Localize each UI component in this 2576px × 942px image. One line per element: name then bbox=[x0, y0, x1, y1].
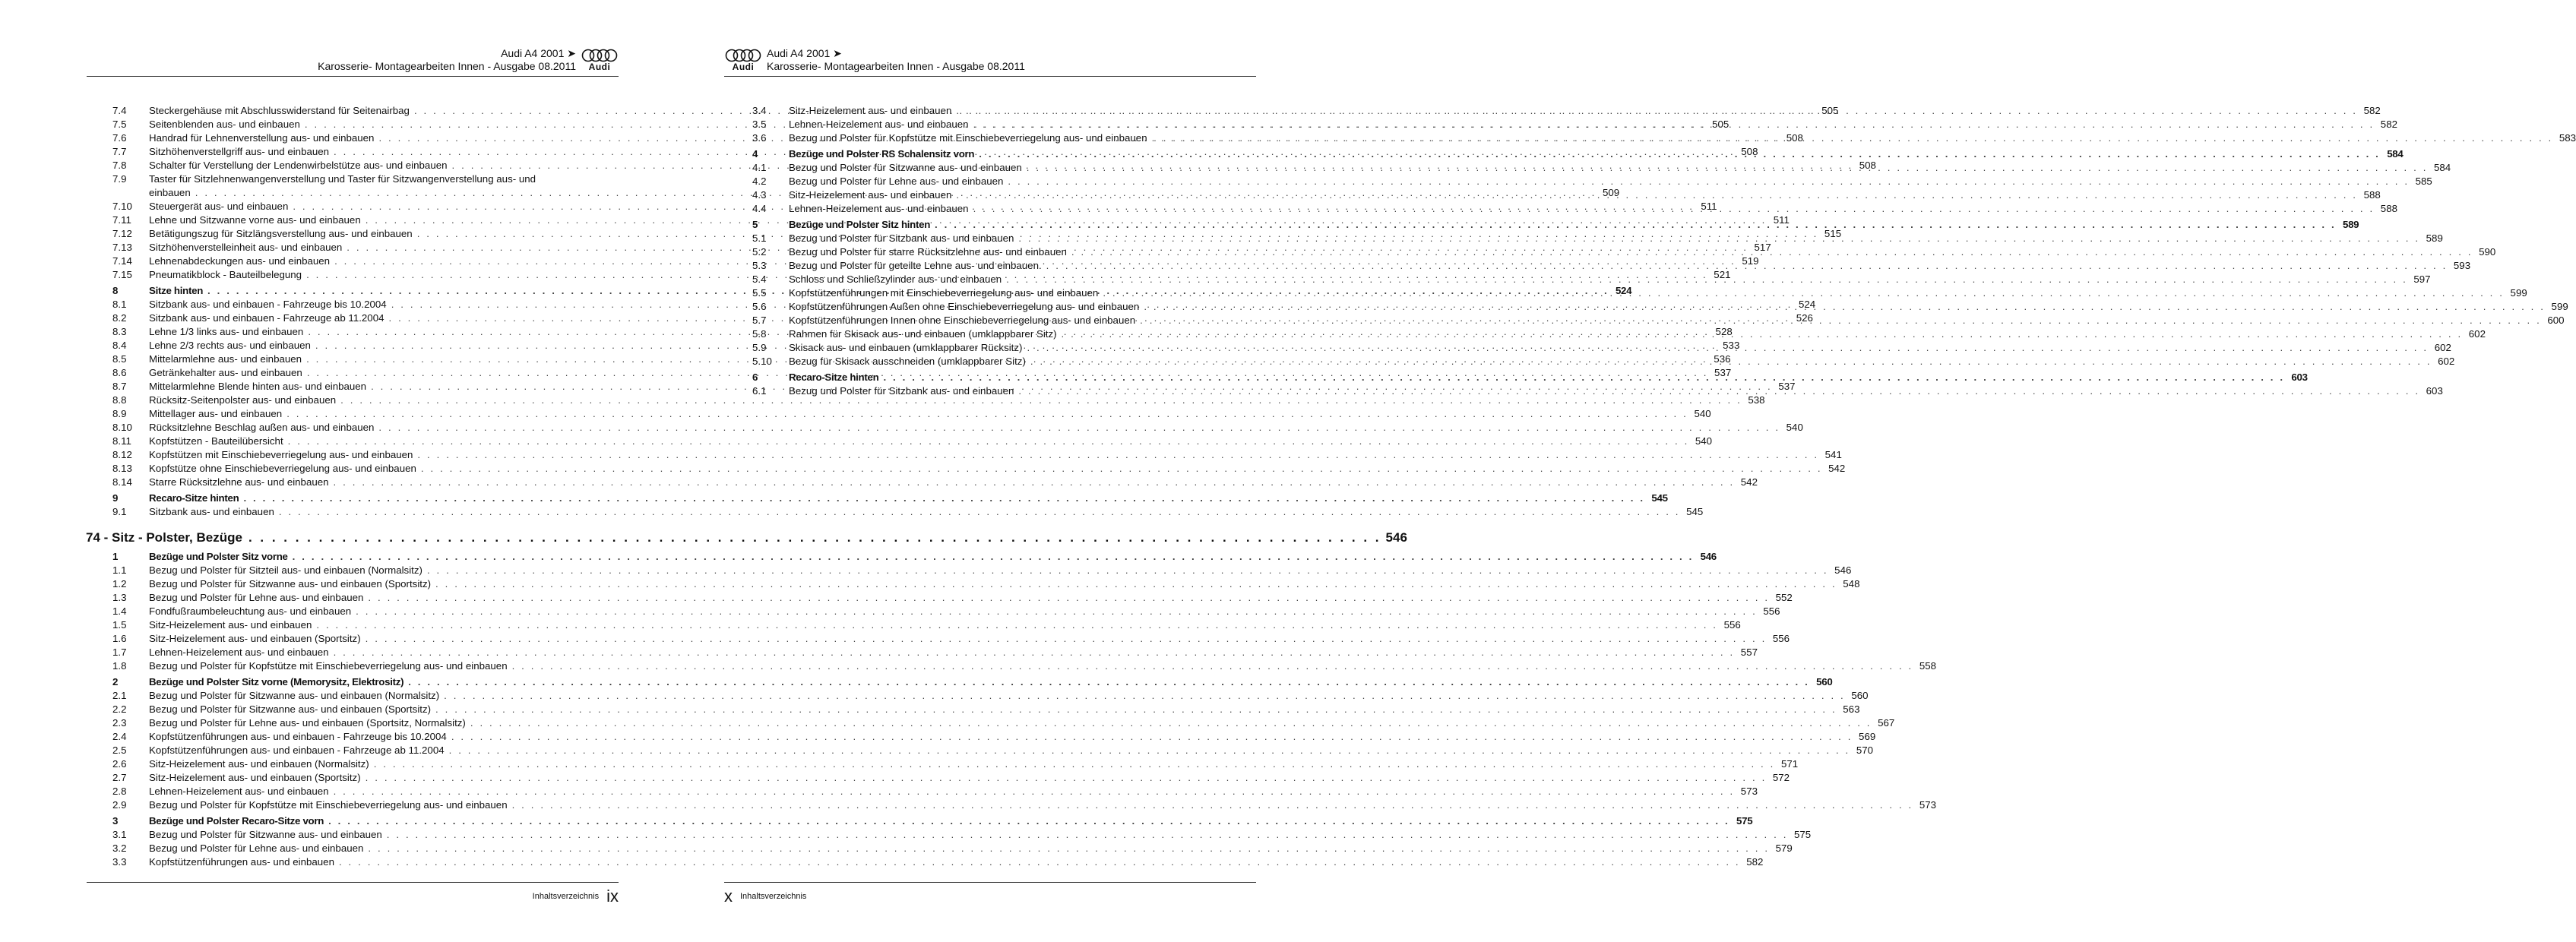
entry-number: 3 bbox=[112, 815, 119, 827]
entry-number: 8 bbox=[112, 285, 119, 296]
entry-page: 560 bbox=[1851, 690, 1869, 701]
toc-entry[interactable] bbox=[112, 646, 1758, 659]
logo-wordmark: Audi bbox=[588, 61, 611, 72]
entry-page: 560 bbox=[1816, 676, 1833, 688]
entry-page: 588 bbox=[2363, 189, 2381, 201]
entry-page: 545 bbox=[1686, 506, 1704, 517]
entry-page: 508 bbox=[1786, 132, 1803, 144]
toc-entry[interactable] bbox=[112, 757, 1799, 771]
entry-title: Bezug und Polster für geteilte Lehne aus- und einbauen. bbox=[789, 260, 1042, 271]
entry-number: 5.9 bbox=[752, 342, 767, 353]
entry-title: Starre Rücksitzlehne aus- und einbauen bbox=[149, 476, 329, 488]
entry-page: 511 bbox=[1773, 214, 1790, 226]
entry-title: Pneumatikblock - Bauteilbelegung bbox=[149, 269, 302, 280]
leader-dots bbox=[883, 371, 2284, 384]
entry-number: 2.5 bbox=[112, 744, 127, 756]
entry-page: 533 bbox=[1723, 340, 1740, 351]
entry-title: Seitenblenden aus- und einbauen bbox=[149, 119, 300, 130]
leader-dots bbox=[1140, 314, 2541, 327]
entry-page: 597 bbox=[2413, 273, 2431, 285]
entry-page: 571 bbox=[1780, 758, 1799, 770]
entry-number: 7.8 bbox=[112, 160, 127, 171]
entry-title: Lehnen-Heizelement aus- und einbauen bbox=[149, 646, 329, 658]
entry-number: 1.1 bbox=[112, 564, 127, 576]
leader-dots bbox=[1152, 131, 2553, 145]
entry-page: 575 bbox=[1736, 815, 1753, 827]
entry-page: 582 bbox=[1746, 856, 1764, 868]
audi-logo bbox=[581, 49, 619, 72]
entry-title: Recaro-Sitze hinten bbox=[149, 492, 239, 504]
entry-page: 563 bbox=[1843, 703, 1860, 715]
toc-entry[interactable] bbox=[112, 435, 1713, 448]
entry-number: 2.1 bbox=[112, 690, 127, 701]
audi-logo bbox=[724, 49, 762, 72]
entry-number: 5.1 bbox=[752, 232, 767, 244]
entry-number: 1.4 bbox=[112, 605, 127, 617]
entry-number: 2.9 bbox=[112, 799, 127, 811]
entry-number: 8.10 bbox=[112, 422, 132, 433]
leader-dots bbox=[979, 147, 2380, 161]
entry-title: Kopfstützen - Bauteilübersicht bbox=[149, 435, 283, 447]
entry-number: 1.3 bbox=[112, 592, 127, 603]
entry-title: Kopfstützenführungen aus- und einbauen bbox=[149, 856, 334, 868]
entry-title: Fondfußraumbeleuchtung aus- und einbauen bbox=[149, 605, 352, 617]
entry-number: 9.1 bbox=[112, 506, 127, 517]
entry-page: 540 bbox=[1695, 435, 1713, 447]
entry-title: Sitz-Heizelement aus- und einbauen bbox=[789, 105, 952, 116]
entry-title: Betätigungszug für Sitzlängsverstellung aus- und einbauen bbox=[149, 228, 413, 239]
entry-page: 582 bbox=[2380, 119, 2397, 130]
entry-title: Lehne und Sitzwanne vorne aus- und einbauen bbox=[149, 214, 361, 226]
toc-section-heading[interactable] bbox=[112, 814, 1753, 828]
entry-page: 579 bbox=[1775, 842, 1793, 854]
toc-entry[interactable] bbox=[112, 703, 1860, 716]
entry-title: Bezüge und Polster Sitz vorne (Memorysitz, Elektrositz) bbox=[149, 676, 404, 688]
entry-page: 602 bbox=[2468, 328, 2486, 340]
entry-page: 542 bbox=[1828, 463, 1846, 474]
entry-title: Mittelarmlehne aus- und einbauen bbox=[149, 353, 302, 365]
entry-title: Sitzhöhenverstellgriff aus- und einbauen bbox=[149, 146, 330, 157]
entry-title: Bezug und Polster für Lehne aus- und einbauen (Sportsitz, Normalsitz) bbox=[149, 717, 466, 729]
entry-title: Sitz-Heizelement aus- und einbauen bbox=[149, 619, 312, 631]
entry-page: 517 bbox=[1754, 242, 1771, 253]
entry-number: 2 bbox=[112, 676, 119, 688]
header-subtitle: Karosserie- Montagearbeiten Innen - Ausgabe 08.2011 bbox=[767, 60, 1025, 72]
entry-title: Kopfstützenführungen aus- und einbauen - Fahrzeuge ab 11.2004 bbox=[149, 744, 445, 756]
entry-page: 536 bbox=[1714, 353, 1731, 365]
entry-title: Bezug und Polster für Kopfstütze mit Einschiebeverriegelung aus- und einbauen bbox=[149, 660, 508, 672]
chapter-title: 74 - Sitz - Polster, Bezüge bbox=[86, 530, 242, 545]
entry-page: 542 bbox=[1740, 476, 1758, 488]
entry-number: 1.8 bbox=[112, 660, 127, 672]
entry-title: Rahmen für Skisack aus- und einbauen (umklappbarer Sitz) bbox=[789, 328, 1057, 340]
entry-number: 5.5 bbox=[752, 287, 767, 299]
chapter-heading[interactable] bbox=[86, 528, 1407, 548]
entry-number: 1.5 bbox=[112, 619, 127, 631]
toc-entry[interactable] bbox=[112, 476, 1758, 489]
entry-title: Lehnen-Heizelement aus- und einbauen bbox=[789, 119, 969, 130]
entry-title: Bezug und Polster für Sitzteil aus- und einbauen (Normalsitz) bbox=[149, 564, 422, 576]
entry-number: 5.10 bbox=[752, 356, 772, 367]
entry-title: Sitz-Heizelement aus- und einbauen (Sportsitz) bbox=[149, 772, 361, 783]
toc-entry[interactable] bbox=[112, 798, 1937, 812]
leader-dots bbox=[1030, 355, 2432, 368]
entry-number: 5.6 bbox=[752, 301, 767, 312]
entry-page: 545 bbox=[1651, 492, 1668, 504]
entry-title: Lehnen-Heizelement aus- und einbauen bbox=[149, 786, 329, 797]
entry-number: 7.15 bbox=[112, 269, 132, 280]
entry-number: 8.2 bbox=[112, 312, 127, 324]
entry-number: 1.6 bbox=[112, 633, 127, 644]
entry-number: 3.1 bbox=[112, 829, 127, 840]
leader-dots bbox=[1027, 161, 2428, 175]
toc-entry[interactable] bbox=[112, 394, 1765, 407]
leader-dots bbox=[1144, 300, 2545, 314]
page-header bbox=[87, 47, 619, 76]
entry-page: 505 bbox=[1712, 119, 1729, 130]
entry-number: 9 bbox=[112, 492, 119, 504]
entry-title: Lehne 1/3 links aus- und einbauen bbox=[149, 326, 304, 337]
entry-number: 4.2 bbox=[752, 175, 767, 187]
entry-title: Kopfstützenführungen mit Einschiebeverriegelung aus- und einbauen bbox=[789, 287, 1099, 299]
entry-page: 599 bbox=[2510, 287, 2527, 299]
entry-title: Bezug und Polster für Lehne aus- und einbauen bbox=[149, 842, 364, 854]
entry-page: 589 bbox=[2426, 232, 2443, 244]
entry-number: 8.7 bbox=[112, 381, 127, 392]
entry-number: 8.8 bbox=[112, 394, 127, 406]
entry-page: 511 bbox=[1701, 201, 1717, 212]
page-header bbox=[724, 47, 1256, 76]
header-title: Audi A4 2001 ➤ bbox=[767, 47, 842, 59]
entry-page: 569 bbox=[1859, 731, 1876, 742]
entry-page: 567 bbox=[1878, 717, 1895, 729]
entry-title: Bezug und Polster für Sitzwanne aus- und einbauen bbox=[789, 162, 1022, 173]
entry-title: Sitzbank aus- und einbauen - Fahrzeuge bis 10.2004 bbox=[149, 299, 387, 310]
entry-title: Mittelarmlehne Blende hinten aus- und einbauen bbox=[149, 381, 367, 392]
entry-title: Skisack aus- und einbauen (umklappbarer Rücksitz) bbox=[789, 342, 1023, 353]
leader-dots bbox=[1062, 327, 2463, 341]
entry-number: 7.12 bbox=[112, 228, 132, 239]
entry-number: 7.13 bbox=[112, 242, 132, 253]
entry-number: 8.11 bbox=[112, 435, 131, 447]
entry-page: 508 bbox=[1859, 160, 1876, 171]
entry-number: 8.9 bbox=[112, 408, 127, 419]
entry-title: Lehnenabdeckungen aus- und einbauen bbox=[149, 255, 331, 267]
entry-number: 6.1 bbox=[752, 385, 767, 397]
page-footer bbox=[724, 886, 806, 907]
audi-rings-icon bbox=[725, 49, 761, 62]
toc-entry[interactable] bbox=[112, 842, 1793, 855]
entry-title: Bezüge und Polster Sitz hinten bbox=[789, 219, 931, 230]
entry-title: Kopfstütze ohne Einschiebeverriegelung aus- und einbauen bbox=[149, 463, 416, 474]
entry-page: 505 bbox=[1821, 105, 1839, 116]
entry-title: Bezüge und Polster Recaro-Sitze vorn bbox=[149, 815, 324, 827]
entry-number: 2.8 bbox=[112, 786, 127, 797]
entry-title: Sitzbank aus- und einbauen - Fahrzeuge ab 11.2004 bbox=[149, 312, 385, 324]
entry-page: 570 bbox=[1856, 744, 1874, 756]
entry-page: 588 bbox=[2380, 203, 2397, 214]
entry-title: Bezug und Polster für Sitzwanne aus- und einbauen (Sportsitz) bbox=[149, 703, 432, 715]
entry-number: 3.5 bbox=[752, 119, 767, 130]
footer-rule bbox=[724, 882, 1256, 883]
entry-page: 548 bbox=[1843, 578, 1860, 590]
entry-page: 584 bbox=[2387, 148, 2404, 160]
entry-title: Bezug und Polster für Sitzwanne aus- und einbauen (Normalsitz) bbox=[149, 690, 440, 701]
entry-page: 508 bbox=[1741, 146, 1758, 157]
toc-entry[interactable] bbox=[112, 462, 1846, 476]
entry-number: 1 bbox=[112, 551, 119, 562]
header-rule bbox=[724, 76, 1256, 77]
toc-entry[interactable] bbox=[112, 505, 1704, 519]
entry-number: 8.1 bbox=[112, 299, 127, 310]
entry-number: 4.3 bbox=[752, 189, 767, 201]
entry-page: 602 bbox=[2438, 356, 2455, 367]
audi-rings-icon bbox=[581, 49, 618, 62]
entry-number: 8.14 bbox=[112, 476, 132, 488]
entry-number: 7.5 bbox=[112, 119, 127, 130]
entry-title: Bezug und Polster für starre Rücksitzlehne aus- und einbauen bbox=[789, 246, 1067, 258]
entry-page: 583 bbox=[2559, 132, 2576, 144]
footer-page-number: ix bbox=[606, 887, 619, 906]
entry-page: 541 bbox=[1824, 449, 1842, 460]
entry-title: Lehnen-Heizelement aus- und einbauen bbox=[789, 203, 969, 214]
entry-title: Steckergehäuse mit Abschlusswiderstand für Seitenairbag bbox=[149, 105, 410, 116]
entry-title-line1: Taster für Sitzlehnenwangenverstellung und Taster für Sitzwangenverstellung aus- und bbox=[149, 173, 536, 185]
entry-number: 2.4 bbox=[112, 731, 127, 742]
toc-section-heading[interactable] bbox=[112, 550, 1717, 564]
entry-page: 556 bbox=[1772, 633, 1790, 644]
entry-page: 589 bbox=[2342, 219, 2359, 230]
entry-number: 4 bbox=[752, 148, 758, 160]
footer-label: Inhaltsverzeichnis bbox=[532, 892, 600, 901]
toc-entry[interactable] bbox=[112, 828, 1812, 842]
entry-page: 540 bbox=[1694, 408, 1711, 419]
entry-page: 526 bbox=[1796, 312, 1813, 324]
toc-entry[interactable] bbox=[112, 605, 1780, 618]
toc-entry[interactable] bbox=[112, 855, 1764, 869]
leader-dots bbox=[956, 104, 2357, 118]
entry-page: 515 bbox=[1824, 228, 1842, 239]
entry-number: 4.4 bbox=[752, 203, 767, 214]
toc-entry[interactable] bbox=[112, 407, 1711, 421]
entry-number: 8.12 bbox=[112, 449, 132, 460]
entry-title: Sitzbank aus- und einbauen bbox=[149, 506, 274, 517]
entry-title: Handrad für Lehnenverstellung aus- und einbauen bbox=[149, 132, 375, 144]
entry-number: 2.6 bbox=[112, 758, 127, 770]
entry-title: Sitz-Heizelement aus- und einbauen (Sportsitz) bbox=[149, 633, 361, 644]
entry-page: 537 bbox=[1778, 381, 1796, 392]
entry-number: 5.3 bbox=[752, 260, 767, 271]
entry-page: 537 bbox=[1714, 367, 1732, 378]
toc-entry[interactable] bbox=[112, 618, 1741, 632]
entry-page: 573 bbox=[1740, 786, 1758, 797]
entry-number: 5.7 bbox=[752, 315, 767, 326]
entry-title: Recaro-Sitze hinten bbox=[789, 371, 879, 383]
entry-page: 572 bbox=[1772, 772, 1790, 783]
leader-dots bbox=[1046, 259, 2448, 273]
leader-dots bbox=[973, 202, 2375, 216]
entry-title: Bezug und Polster für Sitzwanne aus- und einbauen (Sportsitz) bbox=[149, 578, 432, 590]
entry-title: Sitz-Heizelement aus- und einbauen (Normalsitz) bbox=[149, 758, 369, 770]
footer-rule bbox=[87, 882, 619, 883]
entry-title: Bezüge und Polster Sitz vorne bbox=[149, 551, 288, 562]
entry-page: 528 bbox=[1715, 326, 1733, 337]
leader-dots bbox=[1008, 175, 2409, 188]
toc-entry[interactable] bbox=[112, 577, 1860, 591]
entry-title: Bezug und Polster für Sitzbank aus- und einbauen bbox=[789, 232, 1014, 244]
entry-title: Steuergerät aus- und einbauen bbox=[149, 201, 289, 212]
leader-dots bbox=[1018, 232, 2419, 245]
entry-title: Sitzhöhenverstelleinheit aus- und einbauen bbox=[149, 242, 343, 253]
entry-title: Schalter für Verstellung der Lendenwirbelstütze aus- und einbauen bbox=[149, 160, 448, 171]
entry-number: 3.2 bbox=[112, 842, 127, 854]
entry-page: 575 bbox=[1794, 829, 1812, 840]
entry-page: 593 bbox=[2453, 260, 2471, 271]
entry-number: 7.9 bbox=[112, 173, 127, 185]
entry-number: 3.3 bbox=[112, 856, 127, 868]
leader-dots bbox=[935, 218, 2336, 232]
entry-title: Rücksitz-Seitenpolster aus- und einbauen bbox=[149, 394, 337, 406]
entry-title: Bezüge und Polster RS Schalensitz vorn bbox=[789, 148, 975, 160]
entry-number: 1.7 bbox=[112, 646, 127, 658]
entry-title: Kopfstützenführungen aus- und einbauen - Fahrzeuge bis 10.2004 bbox=[149, 731, 447, 742]
entry-page: 540 bbox=[1786, 422, 1803, 433]
toc-entry[interactable] bbox=[752, 175, 2432, 188]
entry-title: Lehne 2/3 rechts aus- und einbauen bbox=[149, 340, 311, 351]
toc-entry[interactable] bbox=[112, 448, 1842, 462]
entry-title: Rücksitzlehne Beschlag außen aus- und einbauen bbox=[149, 422, 375, 433]
entry-title: Sitz-Heizelement aus- und einbauen bbox=[789, 189, 952, 201]
entry-page: 524 bbox=[1798, 299, 1816, 310]
entry-page: 602 bbox=[2434, 342, 2451, 353]
entry-number: 8.3 bbox=[112, 326, 127, 337]
header-rule bbox=[87, 76, 619, 77]
entry-title: Getränkehalter aus- und einbauen bbox=[149, 367, 302, 378]
entry-page: 573 bbox=[1919, 799, 1937, 811]
entry-page: 519 bbox=[1742, 255, 1759, 267]
entry-number: 7.10 bbox=[112, 201, 132, 212]
entry-page: 599 bbox=[2551, 301, 2568, 312]
leader-dots bbox=[973, 118, 2375, 131]
entry-title: Kopfstützenführungen Innen ohne Einschiebeverriegelung aus- und einbauen bbox=[789, 315, 1136, 326]
entry-page: 509 bbox=[1602, 187, 1620, 198]
entry-page: 557 bbox=[1740, 646, 1758, 658]
entry-page: 556 bbox=[1763, 605, 1780, 617]
entry-number: 7.14 bbox=[112, 255, 132, 267]
entry-page: 603 bbox=[2291, 371, 2308, 383]
leader-dots bbox=[1006, 273, 2407, 286]
page-footer bbox=[533, 886, 619, 907]
entry-page: 552 bbox=[1775, 592, 1793, 603]
toc-entry[interactable] bbox=[112, 771, 1790, 785]
toc-entry[interactable] bbox=[112, 591, 1793, 605]
entry-page: 538 bbox=[1748, 394, 1765, 406]
entry-title: Kopfstützen mit Einschiebeverriegelung aus- und einbauen bbox=[149, 449, 413, 460]
entry-number: 7.4 bbox=[112, 105, 127, 116]
entry-page: 584 bbox=[2434, 162, 2451, 173]
toc-section-heading[interactable] bbox=[112, 675, 1833, 689]
entry-page: 556 bbox=[1723, 619, 1741, 631]
entry-number: 2.3 bbox=[112, 717, 127, 729]
entry-number: 8.13 bbox=[112, 463, 132, 474]
entry-number: 4.1 bbox=[752, 162, 767, 173]
logo-wordmark: Audi bbox=[732, 61, 755, 72]
entry-number: 2.7 bbox=[112, 772, 127, 783]
entry-number: 6 bbox=[752, 371, 758, 383]
entry-title: Bezug und Polster für Kopfstütze mit Einschiebeverriegelung aus- und einbauen bbox=[789, 132, 1147, 144]
entry-page: 524 bbox=[1615, 285, 1632, 296]
entry-title: Bezug und Polster für Lehne aus- und einbauen bbox=[789, 175, 1004, 187]
entry-page: 558 bbox=[1919, 660, 1937, 672]
entry-page: 546 bbox=[1700, 551, 1717, 562]
leader-dots bbox=[1071, 245, 2473, 259]
leader-dots bbox=[1027, 341, 2428, 355]
entry-page: 590 bbox=[2479, 246, 2496, 258]
entry-title: Bezug und Polster für Sitzbank aus- und einbauen bbox=[789, 385, 1014, 397]
entry-title: Sitze hinten bbox=[149, 285, 204, 296]
toc-entry[interactable] bbox=[112, 659, 1937, 673]
toc-entry[interactable] bbox=[112, 785, 1758, 798]
chapter-page: 546 bbox=[1385, 530, 1407, 545]
entry-number: 7.11 bbox=[112, 214, 131, 226]
entry-number: 2.2 bbox=[112, 703, 127, 715]
entry-page: 546 bbox=[1834, 564, 1852, 576]
entry-number: 5 bbox=[752, 219, 758, 230]
entry-page: 521 bbox=[1714, 269, 1731, 280]
entry-number: 3.6 bbox=[752, 132, 767, 144]
toc-entry[interactable] bbox=[112, 716, 1895, 730]
entry-number: 5.2 bbox=[752, 246, 767, 258]
header-title: Audi A4 2001 ➤ bbox=[501, 47, 576, 59]
entry-number: 5.4 bbox=[752, 273, 767, 285]
entry-number: 1.2 bbox=[112, 578, 127, 590]
leader-dots bbox=[1103, 286, 2504, 300]
entry-title: Bezug für Skisack ausschneiden (umklappbarer Sitz) bbox=[789, 356, 1026, 367]
toc-entry[interactable] bbox=[112, 689, 1869, 703]
entry-title: Kopfstützenführungen Außen ohne Einschiebeverriegelung aus- und einbauen bbox=[789, 301, 1140, 312]
entry-number: 8.4 bbox=[112, 340, 127, 351]
toc-entry[interactable] bbox=[112, 421, 1803, 435]
entry-page: 585 bbox=[2415, 175, 2432, 187]
entry-number: 8.5 bbox=[112, 353, 127, 365]
entry-number: 5.8 bbox=[752, 328, 767, 340]
entry-number: 7.6 bbox=[112, 132, 127, 144]
entry-title: Bezug und Polster für Sitzwanne aus- und einbauen bbox=[149, 829, 382, 840]
entry-title: Schloss und Schließzylinder aus- und einbauen bbox=[789, 273, 1002, 285]
toc-entry[interactable] bbox=[112, 632, 1790, 646]
leader-dots bbox=[956, 188, 2357, 202]
entry-page: 582 bbox=[2363, 105, 2381, 116]
entry-number: 3.4 bbox=[752, 105, 767, 116]
entry-number: 8.6 bbox=[112, 367, 127, 378]
toc-entry[interactable] bbox=[112, 744, 1874, 757]
entry-title: Bezug und Polster für Lehne aus- und einbauen bbox=[149, 592, 364, 603]
header-subtitle: Karosserie- Montagearbeiten Innen - Ausgabe 08.2011 bbox=[318, 60, 576, 72]
toc-entry[interactable] bbox=[112, 730, 1876, 744]
toc-entry[interactable] bbox=[112, 564, 1852, 577]
entry-title: Bezug und Polster für Kopfstütze mit Einschiebeverriegelung aus- und einbauen bbox=[149, 799, 508, 811]
entry-title-line2: einbauen bbox=[149, 187, 191, 198]
footer-label: Inhaltsverzeichnis bbox=[740, 892, 807, 901]
entry-number: 7.7 bbox=[112, 146, 127, 157]
entry-page: 600 bbox=[2547, 315, 2565, 326]
entry-page: 603 bbox=[2426, 385, 2443, 397]
entry-title: Mittellager aus- und einbauen bbox=[149, 408, 283, 419]
toc-section-heading[interactable] bbox=[112, 492, 1668, 505]
footer-page-number: x bbox=[724, 887, 733, 906]
leader-dots bbox=[1018, 384, 2419, 398]
